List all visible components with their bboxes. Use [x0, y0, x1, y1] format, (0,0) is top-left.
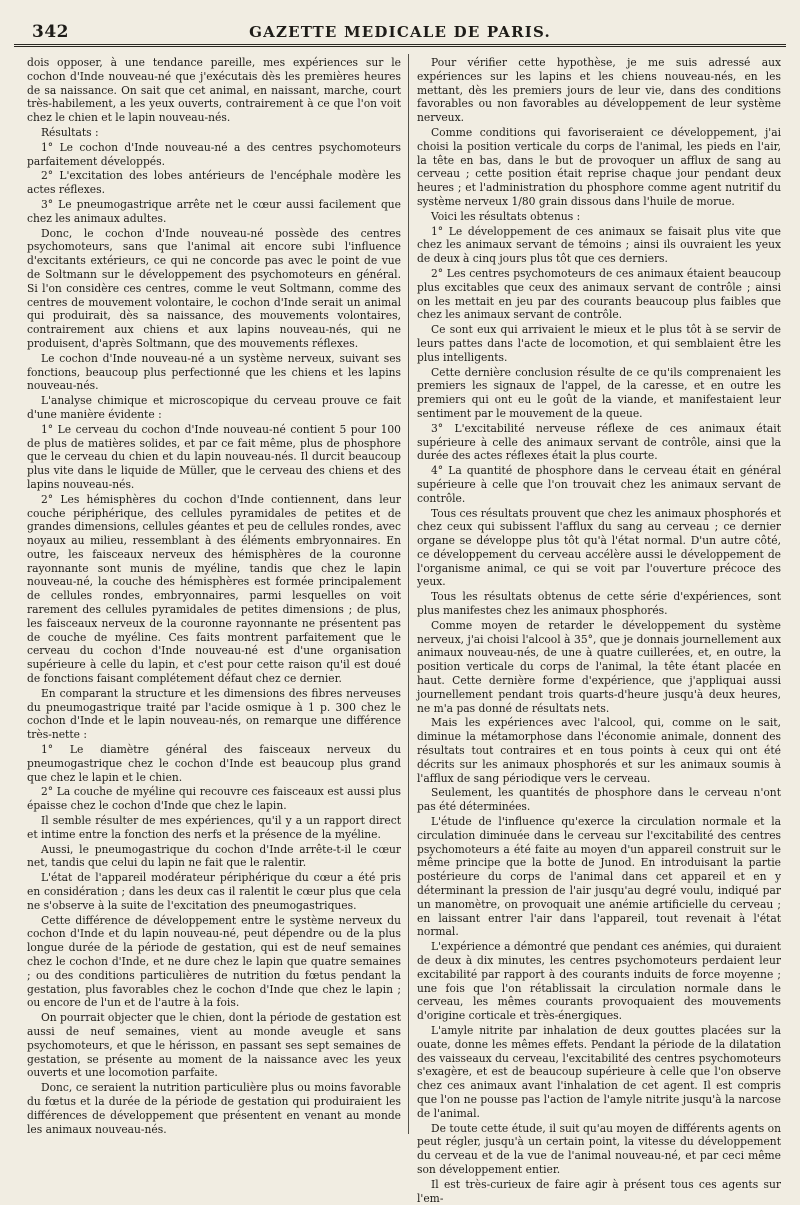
paragraph: Seulement, les quantités de phosphore dans le cerveau n'ont pas été déterminées. — [417, 786, 781, 814]
paragraph: 1° Le cerveau du cochon d'Inde nouveau-né contient 5 pour 100 de plus de matières solides, et par ce fait même, plus de phosphore que le cerveau du chien et du lapin nouveau-nés. Il durcit beaucoup plus vite dans le liquide de Müller, que le cerveau des chiens et des lapins nouveau-nés. — [27, 422, 401, 491]
paragraph: On pourrait objecter que le chien, dont la période de gestation est aussi de neuf semaines, vient au monde aveugle et sans psychomoteurs, et que le hérisson, en passant ses sept semaines de gestation, se présente au moment de la naissance avec les yeux ouverts et une locomotion parfaite. — [27, 1011, 401, 1080]
journal-title: GAZETTE MEDICALE DE PARIS. — [249, 23, 551, 41]
paragraph: Tous les résultats obtenus de cette série d'expériences, sont plus manifestes chez les animaux phosphorés. — [417, 590, 781, 618]
paragraph: Ce sont eux qui arrivaient le mieux et le plus tôt à se servir de leurs pattes dans l'acte de locomotion, et qui semblaient être les plus intelligents. — [417, 323, 781, 364]
paragraph: Mais les expériences avec l'alcool, qui, comme on le sait, diminue la métamorphose dans l'économie animale, donnent des résultats tout contraires et en tous points à ceux qui ont été décrits sur les animaux phosphorés et sur les animaux soumis à l'afflux de sang périodique vers le cerveau. — [417, 716, 781, 785]
page-number: 342 — [32, 22, 69, 42]
paragraph: Comme conditions qui favoriseraient ce développement, j'ai choisi la position verticale du corps de l'animal, les pieds en l'air, la tête en bas, dans le but de provoquer un afflux de sang au cerveau ; cette position était reprise chaque jour pendant deux heures ; et l'administration du phosphore comme agent nutritif du système nerveux 1/80 grain dissous dans l'huile de morue. — [417, 125, 781, 208]
paragraph: Comme moyen de retarder le développement du système nerveux, j'ai choisi l'alcool à 35°, que je donnais journellement aux animaux nouveau-nés, de une à quatre cuillerées, et, en outre, la position verticale du corps de l'animal, la tête étant placée en haut. Cette dernière forme d'expérience, que j'appliquai aussi journellement pendant trois quarts-d'heure jusqu'à deux heures, ne m'a pas donné de résultats nets. — [417, 618, 781, 715]
paragraph: 2° Les hémisphères du cochon d'Inde contiennent, dans leur couche périphérique, des cellules pyramidales de petites et de grandes dimensions, cellules géantes et peu de cellules rondes, avec noyaux au milieu, ressemblant à des éléments embryonnaires. En outre, les faisceaux nerveux des hémisphères de la couronne rayonnante sont munis de myéline, tandis que chez le lapin nouveau-né, la couche des hémisphères est formée principalement de cellules rondes, embryonnaires, parmi lesquelles on voit rarement des cellules pyramidales de petites dimensions ; de plus, les faisceaux nerveux de la couronne rayonnante ne présentent pas de couche de myéline. Ces faits montrent parfaitement que le cerveau du cochon d'Inde nouveau-né est d'une organisation supérieure à celle du lapin, et c'est pour cette raison qu'il est doué de fonctions faisant complétement défaut chez ce dernier. — [27, 492, 401, 686]
right-column — [417, 56, 781, 1205]
paragraph: Tous ces résultats prouvent que chez les animaux phosphorés et chez ceux qui subissent l'afflux du sang au cerveau ; ce dernier organe se développe plus tôt qu'à l'état normal. D'un autre côté, ce développement du cerveau accélère aussi le développement de l'organisme animal, ce qui se voit par l'ouverture précoce des yeux. — [417, 506, 781, 589]
paragraph: Résultats : — [41, 125, 99, 139]
paragraph: Pour vérifier cette hypothèse, je me suis adressé aux expériences sur les lapins et les chiens nouveau-nés, en les mettant, dès les premiers jours de leur vie, dans des conditions favorables ou non favorables au développement de leur système nerveux. — [417, 56, 781, 125]
column-divider — [408, 54, 409, 1134]
paragraph: Cette différence de développement entre le système nerveux du cochon d'Inde et du lapin nouveau-né, peut dépendre ou de la plus longue durée de la période de gestation, qui est de neuf semaines chez le cochon d'Inde, et ne dure chez le lapin que quatre semaines ; ou des conditions particulières de nutrition du fœtus pendant la gestation, plus favorables chez le cochon d'Inde que chez le lapin ; ou encore de l'un et de l'autre à la fois. — [27, 913, 401, 1010]
paragraph: L'état de l'appareil modérateur périphérique du cœur a été pris en considération ; dans les deux cas il ralentit le cœur plus que cela ne s'observe à la suite de l'excitation des pneumogastriques. — [27, 871, 401, 912]
paragraph: Le cochon d'Inde nouveau-né a un système nerveux, suivant ses fonctions, beaucoup plus perfectionné que les chiens et les lapins nouveau-nés. — [27, 351, 401, 393]
paragraph: 2° La couche de myéline qui recouvre ces faisceaux est aussi plus épaisse chez le cochon d'Inde que chez le lapin. — [27, 785, 401, 813]
paragraph: L'analyse chimique et microscopique du cerveau prouve ce fait d'une manière évidente : — [27, 394, 401, 421]
paragraph: 2° L'excitation des lobes antérieurs de l'encéphale modère les actes réflexes. — [27, 169, 401, 197]
header-rule — [14, 44, 786, 47]
paragraph: En comparant la structure et les dimensions des fibres nerveuses du pneumogastrique traité par l'acide osmique à 1 p. 300 chez le cochon d'Inde et le lapin nouveau-nés, on remarque une différence très-nette : — [27, 686, 401, 742]
paragraph: 3° Le pneumogastrique arrête net le cœur aussi facilement que chez les animaux adultes. — [27, 197, 401, 225]
paragraph: 1° Le diamètre général des faisceaux nerveux du pneumogastrique chez le cochon d'Inde est beaucoup plus grand que chez le lapin et le chien. — [27, 743, 401, 784]
paragraph: 1° Le développement de ces animaux se faisait plus vite que chez les animaux servant de témoins ; ainsi ils ouvraient les yeux de deux à cinq jours plus tôt que ces derniers. — [417, 224, 781, 266]
paragraph: De toute cette étude, il suit qu'au moyen de différents agents on peut régler, jusqu'à un certain point, la vitesse du développement du cerveau et de la vue de l'animal nouveau-né, et par ceci même son développement entier. — [417, 1121, 781, 1176]
paragraph: 4° La quantité de phosphore dans le cerveau était en général supérieure à celle que l'on trouvait chez les animaux servant de contrôle. — [417, 464, 781, 505]
paragraph: Aussi, le pneumogastrique du cochon d'Inde arrête-t-il le cœur net, tandis que celui du lapin ne fait que le ralentir. — [27, 842, 401, 870]
paragraph: Il est très-curieux de faire agir à présent tous ces agents sur l'em- — [417, 1177, 781, 1205]
paragraph: Voici les résultats obtenus : — [431, 209, 581, 223]
paragraph: Donc, ce seraient la nutrition particulière plus ou moins favorable du fœtus et la durée de la période de gestation qui produiraient les différences de développement que présentent en venant au monde les animaux nouveau-nés. — [27, 1081, 401, 1136]
paragraph: Cette dernière conclusion résulte de ce qu'ils comprenaient les premiers les signaux de l'appel, de la caresse, et en outre les premiers qui ont eu le goût de la viande, et manifestaient leur sentiment par le mouvement de la queue. — [417, 365, 781, 420]
paragraph: Donc, le cochon d'Inde nouveau-né possède des centres psychomoteurs, sans que l'animal ait encore subi l'influence d'excitants extérieurs, ce qui ne concorde pas avec le point de vue de Soltmann sur le développement des psychomoteurs en général. Si l'on considère ces centres, comme le veut Soltmann, comme des centres de mouvement volontaire, le cochon d'Inde serait un animal qui produirait, dès sa naissance, des mouvements volontaires, contrairement aux chiens et aux lapins nouveau-nés, qui ne produisent, d'après Soltmann, que des mouvements réflexes. — [27, 226, 401, 350]
paragraph: 3° L'excitabilité nerveuse réflexe de ces animaux était supérieure à celle des animaux servant de contrôle, ainsi que la durée des actes réflexes était la plus courte. — [417, 421, 781, 463]
paragraph: 2° Les centres psychomoteurs de ces animaux étaient beaucoup plus excitables que ceux des animaux servant de contrôle ; ainsi on les mettait en jeu par des courants beaucoup plus faibles que chez les animaux servant de contrôle. — [417, 266, 781, 322]
paragraph: L'amyle nitrite par inhalation de deux gouttes placées sur la ouate, donne les mêmes effets. Pendant la période de la dilatation des vaisseaux du cerveau, l'excitabilité des centres psychomoteurs s'exagère, et est de beaucoup supérieure à celle que l'on observe chez ces animaux avant l'inhalation de cet agent. Il est compris que l'on ne pousse pas l'action de l'amyle nitrite jusqu'à la narcose de l'animal. — [417, 1023, 781, 1120]
left-column — [27, 56, 401, 1136]
paragraph: L'étude de l'influence qu'exerce la circulation normale et la circulation diminuée dans le cerveau sur l'excitabilité des centres psychomoteurs a été faite au moyen d'un appareil construit sur le même principe que la botte de Junod. En introduisant la partie postérieure du corps de l'animal dans cet appareil et en y déterminant la pression de l'air jusqu'au degré voulu, indiqué par un manomètre, on provoquait une anémie artificielle du cerveau ; en laissant entrer l'air dans l'appareil, tout revenait à l'état normal. — [417, 815, 781, 939]
paragraph: L'expérience a démontré que pendant ces anémies, qui duraient de deux à dix minutes, les centres psychomoteurs perdaient leur excitabilité par rapport à des courants induits de force moyenne ; une fois que l'on rétablissait la circulation normale dans le cerveau, les mêmes courants provoquaient des mouvements d'origine corticale et très-énergiques. — [417, 940, 781, 1023]
paragraph: Il semble résulter de mes expériences, qu'il y a un rapport direct et intime entre la fonction des nerfs et la présence de la myéline. — [27, 814, 401, 841]
page-header — [14, 6, 786, 42]
paragraph: dois opposer, à une tendance pareille, mes expériences sur le cochon d'Inde nouveau-né que j'exécutais dès les premières heures de sa naissance. On sait que cet animal, en naissant, marche, court très-habilement, a les yeux ouverts, contrairement à ce que l'on voit chez le chien et le lapin nouveau-nés. — [27, 56, 401, 125]
paragraph: 1° Le cochon d'Inde nouveau-né a des centres psychomoteurs parfaitement développés. — [27, 140, 401, 168]
